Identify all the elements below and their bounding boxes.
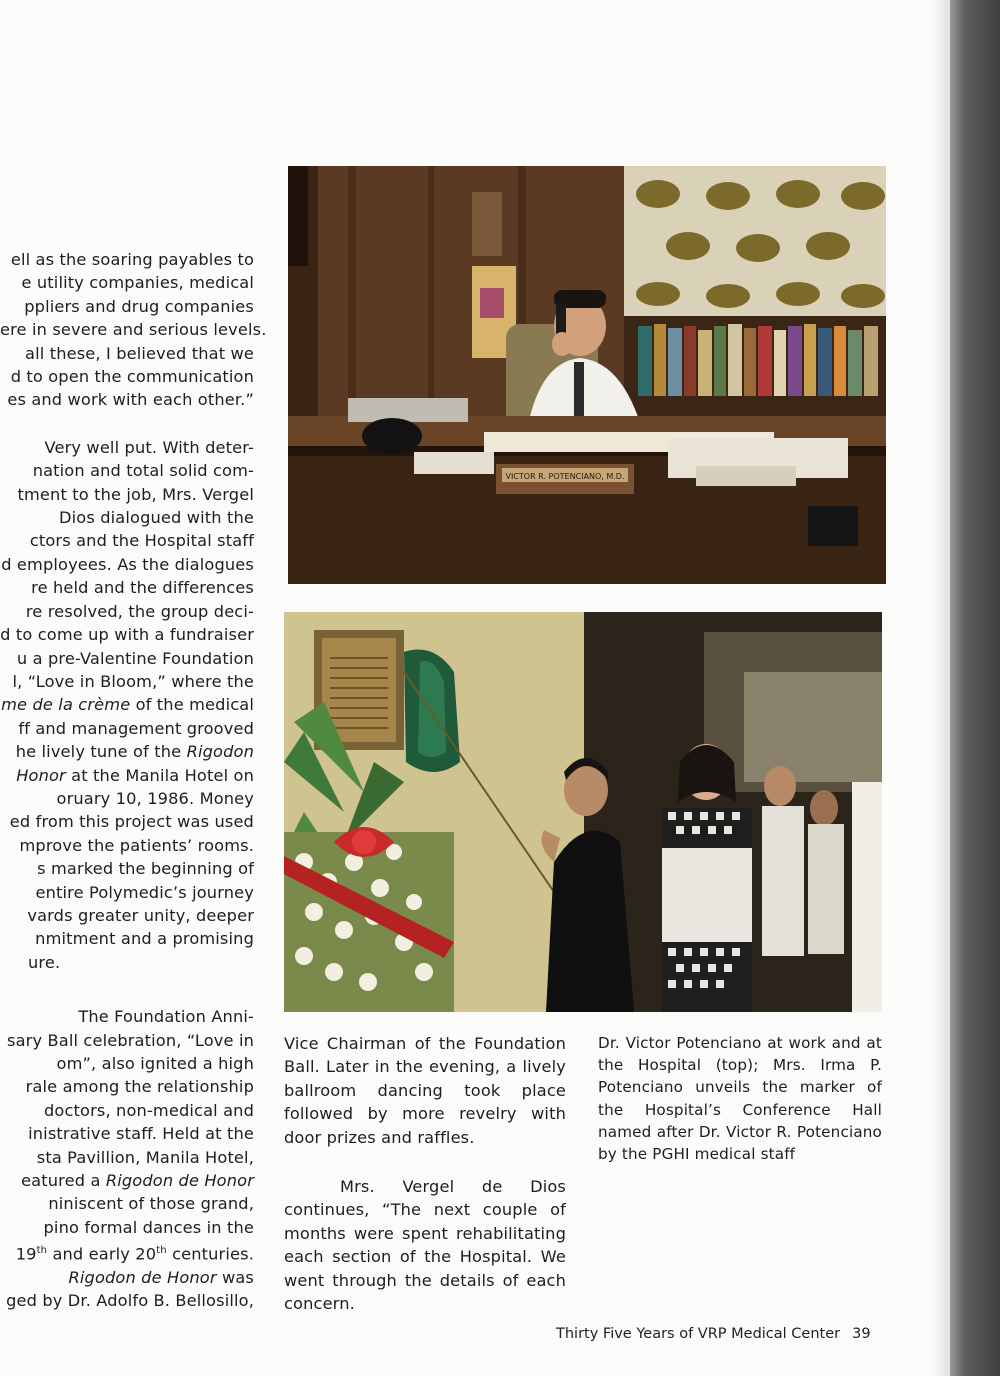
photo-unveiling-marker-image (284, 612, 882, 1012)
left-text-column (0, 248, 267, 1313)
page-shadow (930, 0, 950, 1376)
footer-title: Thirty Five Years of VRP Medical Center (556, 1326, 841, 1342)
photo-unveiling-marker (284, 612, 882, 1012)
middle-paragraph-2: Mrs. Vergel de Dios continues, “The next couple of months were spent rehabilitating each section of the Hospital. We went through the details of each concern. (284, 1177, 566, 1314)
left-paragraph-1: ell as the soaring payables to e utility companies, medical ppliers and drug companies ere in severe and serious levels. all these, I believed that we d to open the communication es and work with each other.” (0, 250, 267, 410)
scanner-edge (950, 0, 1000, 1376)
middle-text-column (284, 1032, 566, 1315)
nameplate-text: VICTOR R. POTENCIANO, M.D. (505, 472, 625, 481)
caption-text: Dr. Victor Potenciano at work and at the Hospital (top); Mrs. Irma P. Potenciano unveils the marker of the Hospital’s Conference Hall named after Dr. Victor R. Potenciano by the PGHI medical staff (598, 1034, 882, 1164)
page-footer (556, 1326, 871, 1342)
photo-caption (598, 1032, 882, 1165)
page-number: 39 (852, 1326, 871, 1342)
photo-doctor-at-desk-image (288, 166, 886, 584)
left-paragraph-2: Very well put. With deter- nation and total solid com- tment to the job, Mrs. Vergel Dios dialogued with the ctors and the Hospital staff d employees. As the dialogues re held and the differences re resolved, the group deci- d to come up with a fundraiser u a pre-Valentine Foundation l, “Love in Bloom,” where the me de la crème of the medical ff and management grooved he lively tune of the Rigodon Honor at the Manila Hotel on oruary 10, 1986. Money ed from this project was used mprove the patients’ rooms. s marked the beginning of entire Polymedic’s journey vards greater unity, deeper nmitment and a promising ure. (0, 437, 254, 972)
left-paragraph-3: The Foundation Anni- sary Ball celebration, “Love in om”, also ignited a high rale among the relationship doctors, non-medical and inistrative staff. Held at the sta Pavillion, Manila Hotel, eatured a Rigodon de Honor niniscent of those grand, pino formal dances in the 19th and early 20th centuries. Rigodon de Honor was ged by Dr. Adolfo B. Bellosillo, (6, 1007, 254, 1311)
photo-doctor-at-desk (288, 166, 886, 584)
middle-paragraph-1: Vice Chairman of the Foundation Ball. Later in the evening, a lively ballroom dancing took place followed by more revelry with door prizes and raffles. (284, 1034, 566, 1147)
